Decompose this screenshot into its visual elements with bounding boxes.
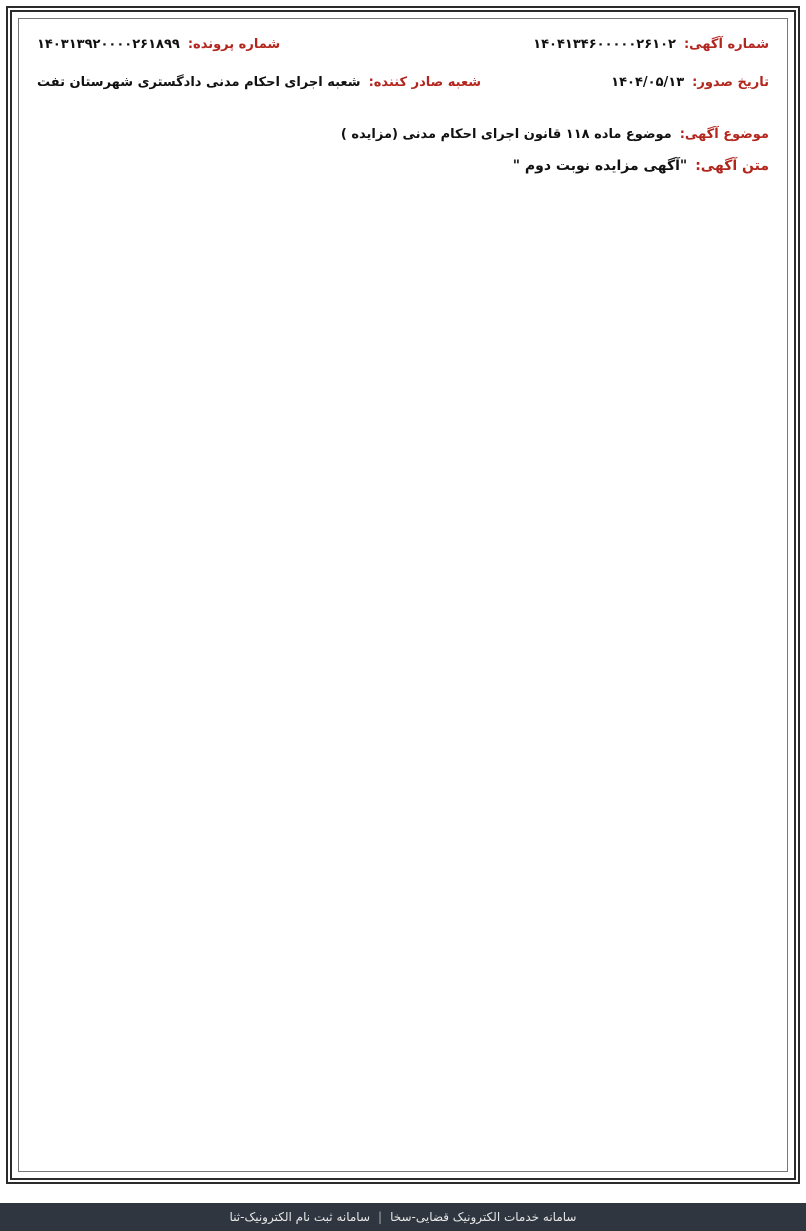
footer-link-sana[interactable]: سامانه ثبت نام الکترونیک-ثنا (229, 1210, 371, 1224)
issue-date-label: تاریخ صدور: (692, 75, 769, 90)
case-number-value: ۱۴۰۳۱۳۹۲۰۰۰۰۲۶۱۸۹۹ (37, 37, 180, 52)
issue-date (611, 75, 769, 90)
body-paragraph-2 (37, 216, 769, 240)
notice-subject (37, 127, 769, 142)
body-paragraph-1 (37, 188, 769, 212)
case-number (37, 37, 280, 52)
subject-label: موضوع آگهی: (679, 127, 769, 142)
ad-number-label: شماره آگهی: (683, 37, 769, 52)
meta-row-top (37, 37, 769, 75)
footer-link-sakha[interactable]: سامانه خدمات الکترونیک قضایی-سخا (390, 1210, 577, 1224)
case-number-label: شماره پرونده: (187, 37, 281, 52)
notice-frame (6, 6, 800, 1184)
meta-row-second (37, 75, 769, 113)
notice-title (37, 158, 769, 174)
ad-number (533, 37, 769, 52)
ad-number-value: ۱۴۰۴۱۳۴۶۰۰۰۰۰۲۶۱۰۲ (533, 37, 676, 52)
footer-separator: | (378, 1210, 383, 1224)
notice-label: متن آگهی: (695, 158, 769, 174)
issuer-label: شعبه صادر کننده: (368, 75, 482, 90)
issuer (37, 75, 481, 90)
issuer-value: شعبه اجرای احکام مدنی دادگستری شهرستان تفت (37, 75, 361, 90)
notice-title-text: "آگهی مزایده نوبت دوم " (512, 158, 688, 174)
issue-date-value: ۱۴۰۴/۰۵/۱۳ (611, 75, 685, 90)
site-footer (0, 1203, 806, 1231)
notice-body (37, 188, 769, 240)
notice-inner (18, 18, 788, 1172)
subject-value: موضوع ماده ۱۱۸ قانون اجرای احکام مدنی (مزایده ) (340, 127, 672, 142)
